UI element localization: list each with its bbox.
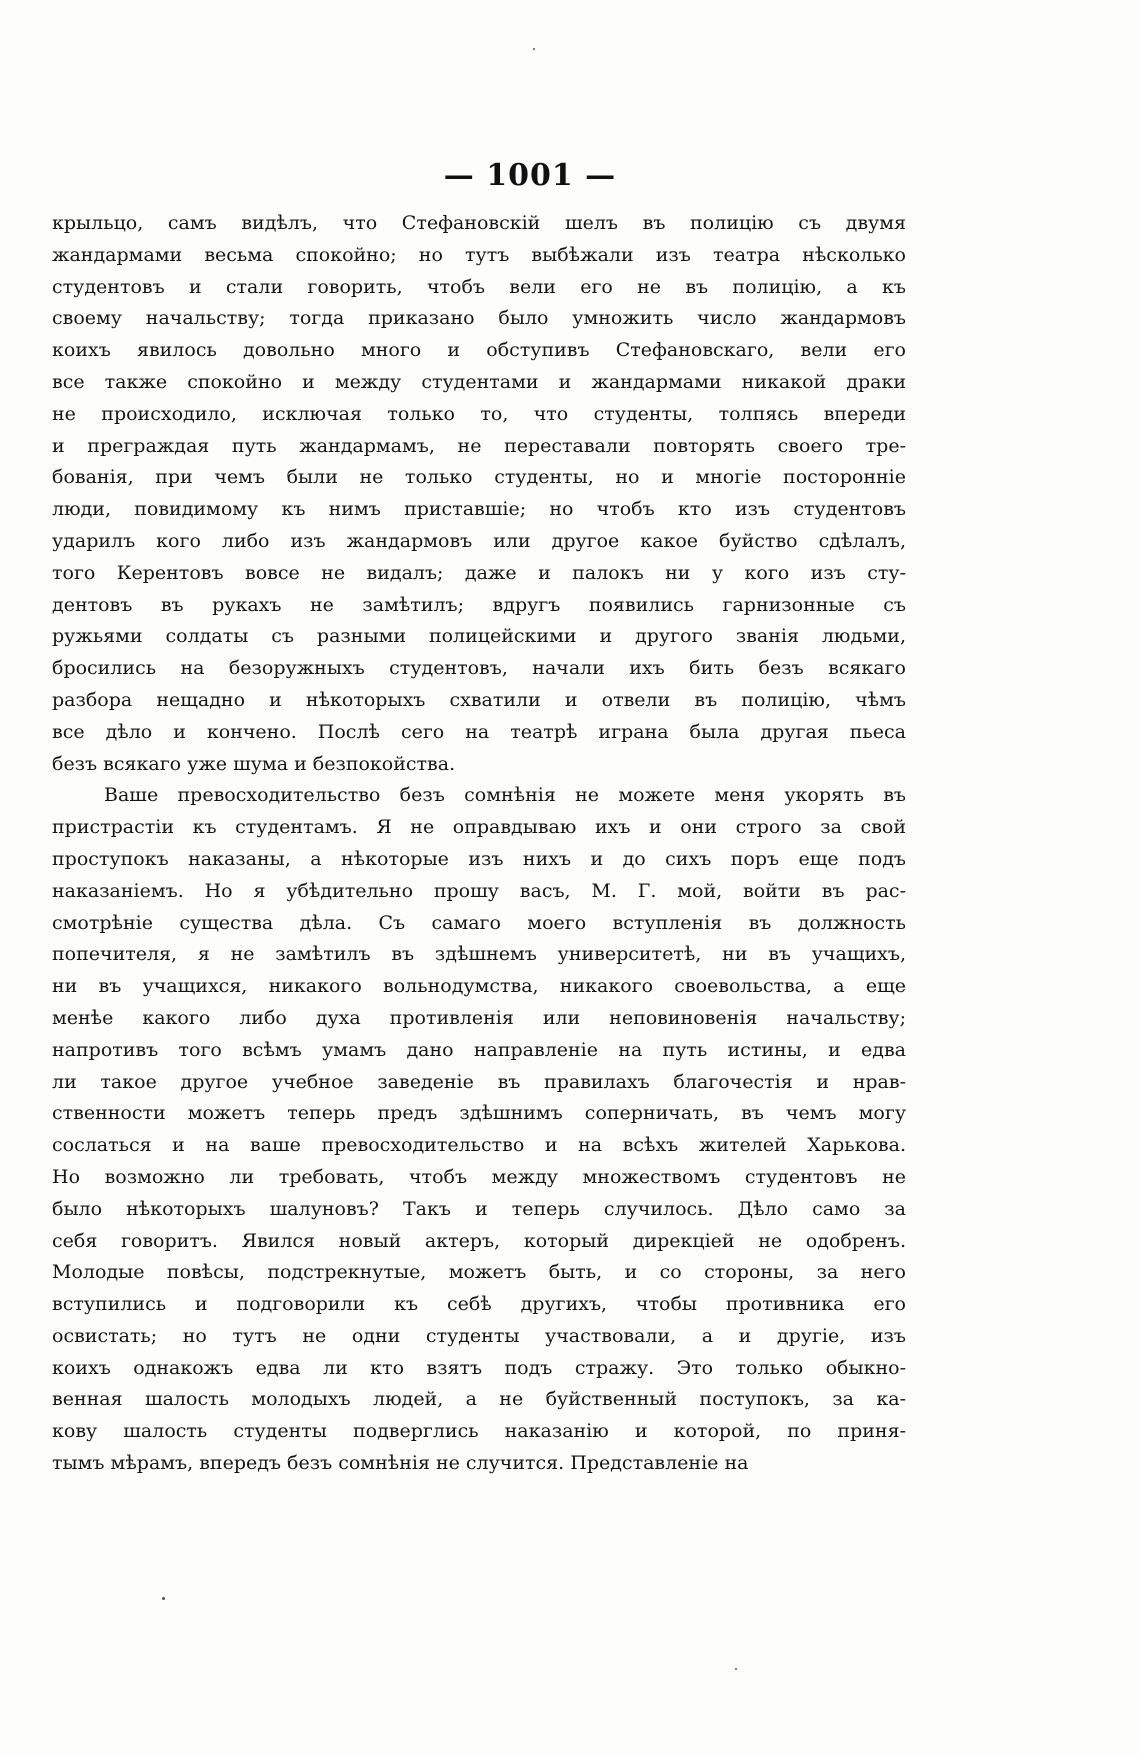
text-line: люди, повидимому къ нимъ приставшіе; но чтобъ кто изъ студентовъ <box>52 498 906 521</box>
text-line: напротивъ того всѣмъ умамъ дано направленіе на путь истины, и едва <box>52 1038 906 1061</box>
text-line: все дѣло и кончено. Послѣ сего на театрѣ играна была другая пьеса <box>52 720 906 743</box>
body-text <box>52 208 906 1480</box>
paragraph-1 <box>52 208 906 780</box>
text-line: кову шалость студенты подверглись наказанію и которой, по приня- <box>52 1420 906 1443</box>
text-line: попечителя, я не замѣтилъ въ здѣшнемъ университетѣ, ни въ учащихъ, <box>52 943 906 966</box>
text-line: дентовъ въ рукахъ не замѣтилъ; вдругъ появились гарнизонные съ <box>52 593 906 616</box>
text-line: разбора нещадно и нѣкоторыхъ схватили и отвели въ полицію, чѣмъ <box>52 688 906 711</box>
text-line: и преграждая путь жандармамъ, не переставали повторять своего тре- <box>52 434 906 457</box>
text-line: проступокъ наказаны, а нѣкоторые изъ нихъ и до сихъ поръ еще подъ <box>52 847 906 870</box>
text-line: Ваше превосходительство безъ сомнѣнія не можете меня укорять въ <box>104 784 906 807</box>
text-line: бросились на безоружныхъ студентовъ, начали ихъ бить безъ всякаго <box>52 657 906 680</box>
text-line: менѣе какого либо духа противленія или неповиновенія начальству; <box>52 1006 906 1029</box>
text-line: себя говоритъ. Явился новый актеръ, который дирекціей не одобренъ. <box>52 1229 906 1252</box>
text-line: своему начальству; тогда приказано было умножить число жандармовъ <box>52 307 906 330</box>
text-line: ни въ учащихся, никакого вольнодумства, никакого своевольства, а еще <box>52 975 906 998</box>
text-line: ственности можетъ теперь предъ здѣшнимъ соперничать, въ чемъ могу <box>52 1102 906 1125</box>
text-line: сослаться и на ваше превосходительство и на всѣхъ жителей Харькова. <box>52 1134 906 1157</box>
text-line: коихъ однакожъ едва ли кто взятъ подъ стражу. Это только обыкно- <box>52 1356 906 1379</box>
text-line: смотрѣніе существа дѣла. Съ самаго моего вступленія въ должность <box>52 911 906 934</box>
text-line: наказаніемъ. Но я убѣдительно прошу васъ, М. Г. мой, войти въ рас- <box>52 879 906 902</box>
text-line: было нѣкоторыхъ шалуновъ? Такъ и теперь случилось. Дѣло само за <box>52 1197 906 1220</box>
text-line: все также спокойно и между студентами и жандармами никакой драки <box>52 370 906 393</box>
text-line: венная шалость молодыхъ людей, а не буйственный поступокъ, за ка- <box>52 1388 906 1411</box>
text-line: Молодые повѣсы, подстрекнутые, можетъ быть, и со стороны, за него <box>52 1261 906 1284</box>
scan-speck <box>735 1668 737 1670</box>
text-line: безъ всякаго уже шума и безпокойства. <box>52 752 456 775</box>
text-line: освистать; но тутъ не одни студенты участвовали, а и другіе, изъ <box>52 1324 906 1347</box>
text-line: коихъ явилось довольно много и обступивъ Стефановскаго, вели его <box>52 339 906 362</box>
text-line: тымъ мѣрамъ, впередъ безъ сомнѣнія не случится. Представленіе на <box>52 1452 749 1475</box>
text-line: Но возможно ли требовать, чтобъ между множествомъ студентовъ не <box>52 1165 906 1188</box>
scan-speck <box>533 48 535 50</box>
text-line: не происходило, исключая только то, что студенты, толпясь впереди <box>52 402 906 425</box>
text-line: пристрастіи къ студентамъ. Я не оправдываю ихъ и они строго за свой <box>52 816 906 839</box>
text-line: жандармами весьма спокойно; но тутъ выбѣжали изъ театра нѣсколько <box>52 243 906 266</box>
text-line: того Керентовъ вовсе не видалъ; даже и палокъ ни у кого изъ сту- <box>52 561 906 584</box>
text-line: крыльцо, самъ видѣлъ, что Стефановскій шелъ въ полицію съ двумя <box>52 212 906 234</box>
page-number: — 1001 — <box>443 158 617 193</box>
text-line: вступились и подговорили къ себѣ другихъ, чтобы противника его <box>52 1293 906 1316</box>
paragraph-2 <box>52 780 906 1480</box>
text-line: студентовъ и стали говорить, чтобъ вели его не въ полицію, а къ <box>52 275 906 298</box>
text-line: ружьями солдаты съ разными полицейскими и другого званія людьми, <box>52 625 906 648</box>
text-line: бованія, при чемъ были не только студенты, но и многіе посторонніе <box>52 466 906 489</box>
text-line: ударилъ кого либо изъ жандармовъ или другое какое буйство сдѣлалъ, <box>52 529 906 552</box>
text-line: ли такое другое учебное заведеніе въ правилахъ благочестія и нрав- <box>52 1070 906 1093</box>
scan-speck <box>162 1597 165 1600</box>
